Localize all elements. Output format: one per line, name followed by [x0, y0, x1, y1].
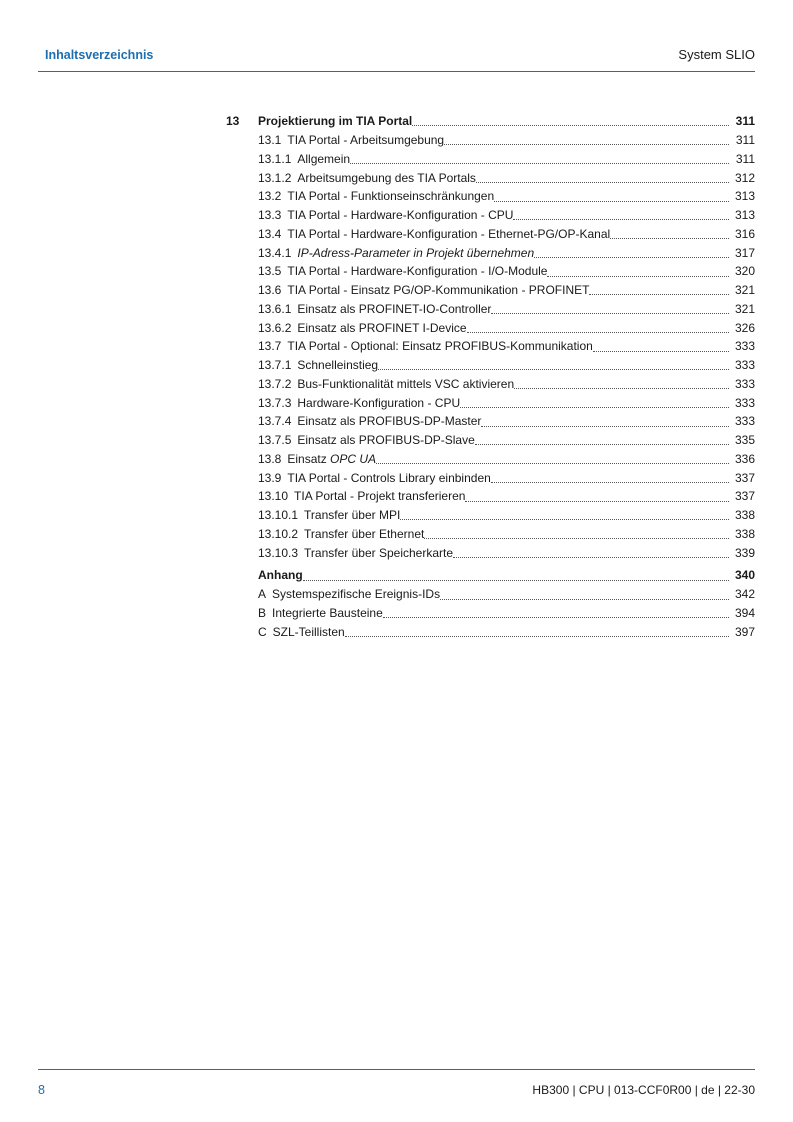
toc-entry-label	[258, 604, 383, 623]
toc-entry-number: 13.4	[258, 226, 282, 241]
toc-entry-page: 317	[734, 245, 755, 260]
toc-entry-title: Einsatz als PROFIBUS-DP-Slave	[297, 433, 475, 447]
toc-entry-row[interactable]	[226, 431, 755, 450]
toc-entry-row[interactable]	[226, 525, 755, 544]
toc-entry-number: 13.6	[258, 283, 282, 297]
toc-leader-dots	[475, 444, 729, 445]
toc-entry-row[interactable]	[226, 375, 755, 394]
toc-entry-row[interactable]	[226, 469, 755, 488]
toc-entry-row[interactable]	[226, 585, 755, 604]
toc-chapter-page: 311	[735, 114, 755, 128]
toc-entry-title-italic: OPC UA	[330, 451, 377, 466]
toc-leader-dots	[534, 257, 729, 258]
toc-entry-label	[258, 319, 467, 338]
table-of-contents	[226, 112, 755, 642]
toc-entry-number: 13.9	[258, 470, 282, 485]
toc-leader-dots	[494, 201, 729, 202]
toc-leader-dots	[465, 501, 729, 502]
toc-entry-label	[258, 412, 481, 431]
toc-leader-dots	[424, 538, 729, 539]
toc-entry-row[interactable]	[226, 356, 755, 375]
toc-leader-dots	[491, 482, 729, 483]
toc-leader-dots	[400, 519, 729, 520]
toc-entry-title: TIA Portal - Controls Library einbinden	[287, 470, 491, 485]
toc-entry-row[interactable]	[226, 450, 755, 469]
toc-entry-row[interactable]	[226, 225, 755, 244]
toc-entry-number: 13.1.2	[258, 170, 292, 185]
toc-entry-list	[226, 131, 755, 562]
toc-entry-label	[258, 281, 589, 300]
toc-leader-dots	[303, 580, 729, 581]
toc-leader-dots	[440, 599, 729, 600]
toc-entry-page: 311	[735, 151, 755, 166]
toc-entry-title: TIA Portal - Optional: Einsatz PROFIBUS-Kommunikation	[287, 339, 593, 354]
toc-entry-row[interactable]	[226, 131, 755, 150]
toc-entry-label	[258, 356, 378, 375]
toc-leader-dots	[514, 388, 729, 389]
toc-leader-dots	[491, 313, 729, 314]
toc-entry-row[interactable]	[226, 187, 755, 206]
toc-entry-label	[258, 244, 534, 263]
toc-chapter-number: 13	[226, 114, 240, 128]
toc-entry-number: 13.10	[258, 489, 289, 504]
toc-entry-number: 13.1	[258, 133, 282, 147]
toc-entry-label	[258, 623, 345, 642]
toc-entry-page: 311	[735, 133, 755, 147]
toc-entry-title: Schnelleinstieg	[297, 358, 379, 372]
toc-entry-row[interactable]	[226, 319, 755, 338]
toc-entry-row[interactable]	[226, 300, 755, 319]
toc-entry-label	[258, 506, 400, 525]
toc-entry-label	[258, 544, 453, 563]
toc-entry-label	[258, 525, 424, 544]
toc-entry-number: 13.7.3	[258, 395, 292, 410]
toc-entry-row[interactable]	[226, 244, 755, 263]
toc-leader-dots	[376, 463, 729, 464]
toc-entry-title: TIA Portal - Hardware-Konfiguration - Ethernet-PG/OP-Kanal	[287, 226, 611, 241]
toc-entry-label	[258, 225, 610, 244]
footer-divider	[38, 1069, 755, 1070]
toc-entry-row[interactable]	[226, 337, 755, 356]
toc-entry-label	[258, 394, 460, 413]
toc-entry-page: 333	[734, 395, 755, 410]
toc-entry-title-italic: IP-Adress-Parameter in Projekt übernehmen	[297, 245, 535, 260]
toc-entry-title: Arbeitsumgebung des TIA Portals	[297, 170, 476, 185]
toc-entry-number: 13.6.1	[258, 301, 292, 316]
toc-entry-label	[258, 487, 465, 506]
toc-entry-label	[258, 187, 494, 206]
toc-entry-page: 336	[734, 451, 755, 466]
toc-entry-number: 13.4.1	[258, 245, 292, 260]
toc-entry-title: Transfer über Speicherkarte	[304, 545, 454, 560]
toc-entry-number: 13.7	[258, 339, 282, 354]
toc-entry-row[interactable]	[226, 281, 755, 300]
toc-entry-page: 337	[734, 489, 755, 504]
toc-entry-title: TIA Portal - Funktionseinschränkungen	[287, 189, 495, 204]
toc-entry-label	[258, 585, 440, 604]
footer-page-number: 8	[38, 1083, 45, 1097]
toc-entry-row[interactable]	[226, 487, 755, 506]
toc-entry-page: 313	[734, 189, 755, 204]
toc-entry-page: 333	[734, 414, 755, 429]
toc-entry-page: 313	[734, 208, 755, 222]
toc-entry-title: Integrierte Bausteine	[272, 606, 383, 620]
toc-entry-number: 13.7.1	[258, 358, 292, 372]
toc-entry-number: A	[258, 587, 267, 602]
toc-entry-title: Hardware-Konfiguration - CPU	[297, 395, 461, 410]
toc-entry-title: TIA Portal - Arbeitsumgebung	[287, 133, 445, 147]
toc-leader-dots	[513, 219, 729, 220]
toc-entry-title: TIA Portal - Einsatz PG/OP-Kommunikation - PROFINET	[287, 283, 590, 297]
toc-leader-dots	[383, 617, 729, 618]
toc-entry-row[interactable]	[226, 623, 755, 642]
header-section-title: Inhaltsverzeichnis	[45, 48, 154, 62]
toc-entry-title: SZL-Teillisten	[272, 624, 345, 639]
toc-leader-dots	[547, 276, 729, 277]
toc-entry-row[interactable]	[226, 604, 755, 623]
toc-entry-label	[258, 300, 491, 319]
toc-entry-page: 333	[734, 376, 755, 391]
toc-annex-title: Anhang	[258, 568, 303, 583]
toc-entry-page: 338	[734, 526, 755, 541]
toc-entry-number: 13.5	[258, 264, 282, 279]
toc-entry-page: 342	[734, 587, 755, 602]
toc-entry-label	[258, 206, 513, 225]
toc-leader-dots	[345, 636, 729, 637]
toc-entry-number: 13.7.5	[258, 433, 292, 447]
toc-entry-row[interactable]	[226, 169, 755, 188]
toc-entry-page: 333	[734, 358, 755, 372]
toc-leader-dots	[610, 238, 729, 239]
toc-entry-row[interactable]	[226, 394, 755, 413]
toc-entry-label	[258, 450, 376, 469]
toc-entry-page: 333	[734, 339, 755, 354]
toc-entry-title: Bus-Funktionalität mittels VSC aktivieren	[297, 376, 515, 391]
toc-entry-number: 13.10.2	[258, 526, 299, 541]
header-product-name: System SLIO	[678, 47, 755, 62]
toc-chapter-title: Projektierung im TIA Portal	[258, 114, 413, 128]
toc-entry-row[interactable]	[226, 412, 755, 431]
toc-entry-number: C	[258, 624, 267, 639]
header-divider	[38, 71, 755, 72]
toc-entry-number: 13.7.4	[258, 414, 292, 429]
toc-entry-page: 339	[734, 545, 755, 560]
toc-entry-title: TIA Portal - Hardware-Konfiguration - I/O-Module	[287, 264, 548, 279]
toc-entry-number: 13.10.3	[258, 545, 299, 560]
toc-entry-number: 13.1.1	[258, 151, 292, 166]
toc-entry-number: 13.8	[258, 451, 282, 466]
toc-entry-row[interactable]	[226, 206, 755, 225]
toc-entry-page: 321	[734, 283, 755, 297]
toc-leader-dots	[378, 369, 729, 370]
toc-entry-title: Einsatz als PROFINET-IO-Controller	[297, 301, 492, 316]
toc-entry-title: Einsatz als PROFIBUS-DP-Master	[297, 414, 482, 429]
toc-entry-page: 312	[734, 170, 755, 185]
toc-annex-row[interactable]	[226, 566, 755, 585]
toc-entry-label	[258, 262, 547, 281]
toc-entry-number: 13.2	[258, 189, 282, 204]
toc-entry-title: Einsatz	[287, 451, 331, 466]
toc-entry-page: 326	[734, 320, 755, 335]
toc-entry-page: 321	[734, 301, 755, 316]
toc-leader-dots	[593, 351, 729, 352]
footer-document-info: HB300 | CPU | 013-CCF0R00 | de | 22-30	[532, 1083, 755, 1097]
toc-chapter-row[interactable]	[226, 112, 755, 131]
toc-entry-row[interactable]	[226, 150, 755, 169]
toc-entry-number: 13.10.1	[258, 508, 299, 522]
toc-entry-row[interactable]	[226, 506, 755, 525]
toc-entry-page: 320	[734, 264, 755, 279]
toc-entry-label	[258, 431, 475, 450]
toc-leader-dots	[589, 294, 729, 295]
toc-entry-page: 316	[734, 226, 755, 241]
toc-leader-dots	[453, 557, 729, 558]
toc-entry-title: TIA Portal - Projekt transferieren	[294, 489, 466, 504]
toc-leader-dots	[467, 332, 729, 333]
toc-entry-title: Transfer über MPI	[304, 508, 401, 522]
toc-entry-title: Transfer über Ethernet	[304, 526, 425, 541]
toc-entry-page: 338	[734, 508, 755, 522]
toc-entry-label	[258, 337, 593, 356]
toc-entry-label	[258, 469, 491, 488]
toc-leader-dots	[481, 426, 729, 427]
toc-entry-label	[258, 150, 350, 169]
toc-entry-label	[258, 375, 514, 394]
toc-entry-label	[258, 169, 476, 188]
toc-entry-row[interactable]	[226, 544, 755, 563]
toc-leader-dots	[412, 125, 729, 126]
toc-entry-number: 13.3	[258, 208, 282, 222]
toc-leader-dots	[476, 182, 729, 183]
toc-entry-page: 337	[734, 470, 755, 485]
toc-annex-list	[226, 585, 755, 641]
toc-entry-title: Systemspezifische Ereignis-IDs	[272, 587, 441, 602]
toc-entry-number: 13.6.2	[258, 320, 292, 335]
toc-leader-dots	[460, 407, 729, 408]
toc-entry-title: Einsatz als PROFINET I-Device	[297, 320, 467, 335]
toc-entry-title: Allgemein	[297, 151, 351, 166]
toc-entry-row[interactable]	[226, 262, 755, 281]
toc-entry-number: B	[258, 606, 267, 620]
toc-annex-page: 340	[734, 568, 755, 583]
toc-entry-page: 397	[734, 624, 755, 639]
toc-entry-title: TIA Portal - Hardware-Konfiguration - CPU	[287, 208, 514, 222]
toc-entry-label	[258, 131, 444, 150]
toc-leader-dots	[444, 144, 729, 145]
toc-entry-page: 394	[734, 606, 755, 620]
toc-leader-dots	[350, 163, 729, 164]
toc-entry-number: 13.7.2	[258, 376, 292, 391]
toc-entry-page: 335	[734, 433, 755, 447]
